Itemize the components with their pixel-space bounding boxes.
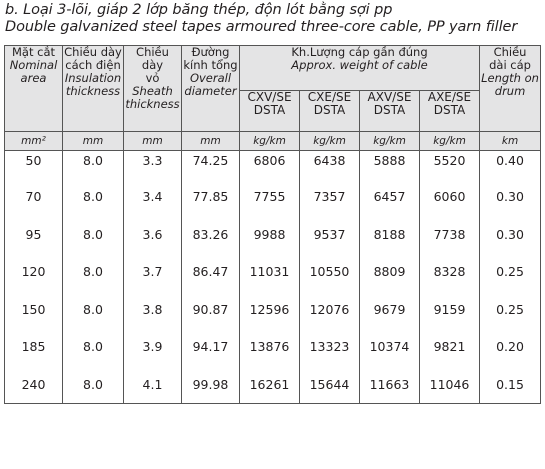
header-area-vi: Mặt cắt — [11, 45, 55, 59]
table-cell: 16261 — [240, 366, 300, 404]
table-cell: 8809 — [360, 253, 420, 291]
header-cxe-dsta — [300, 91, 360, 132]
header-diameter — [182, 46, 240, 132]
header-axv-line2: DSTA — [373, 103, 406, 117]
header-sheath-vi-1: Chiều dày — [136, 45, 169, 72]
table-cell: 185 — [5, 328, 63, 366]
unit-cell: kg/km — [300, 132, 360, 151]
header-cxe-line1: CXE/SE — [307, 90, 352, 104]
table-cell: 6438 — [300, 151, 360, 179]
table-cell: 120 — [5, 253, 63, 291]
header-length-vi-1: Chiều — [493, 45, 527, 59]
table-cell: 3.7 — [124, 253, 182, 291]
table-cell: 9679 — [360, 291, 420, 329]
table-row — [5, 366, 541, 404]
table-cell: 83.26 — [182, 216, 240, 254]
header-sheath-en-2: thickness — [125, 97, 180, 111]
header-sheath-vi-2: vỏ — [145, 71, 160, 85]
header-area-en-1: Nominal — [9, 58, 58, 72]
header-weight-vi: Kh.Lượng cáp gần đúng — [291, 45, 428, 59]
table-cell: 0.30 — [480, 216, 541, 254]
header-sheath — [124, 46, 182, 132]
table-cell: 7755 — [240, 178, 300, 216]
header-length — [480, 46, 541, 132]
table-cell: 0.40 — [480, 151, 541, 179]
header-diameter-vi-1: Đường — [191, 45, 230, 59]
table-cell: 86.47 — [182, 253, 240, 291]
table-cell: 3.4 — [124, 178, 182, 216]
table-cell: 5888 — [360, 151, 420, 179]
table-cell: 8.0 — [63, 366, 124, 404]
unit-cell: kg/km — [240, 132, 300, 151]
table-cell: 240 — [5, 366, 63, 404]
unit-cell: mm — [124, 132, 182, 151]
header-cxv-dsta — [240, 91, 300, 132]
header-insulation-vi-2: cách điện — [65, 58, 121, 72]
table-cell: 7738 — [420, 216, 480, 254]
header-length-en-1: Length on — [481, 71, 539, 85]
table-cell: 0.20 — [480, 328, 541, 366]
table-cell: 8.0 — [63, 178, 124, 216]
header-diameter-vi-2: kính tổng — [183, 58, 238, 72]
table-cell: 13323 — [300, 328, 360, 366]
table-cell: 12596 — [240, 291, 300, 329]
unit-cell: kg/km — [420, 132, 480, 151]
units-row — [5, 132, 541, 151]
table-cell: 0.25 — [480, 291, 541, 329]
table-cell: 13876 — [240, 328, 300, 366]
table-cell: 8.0 — [63, 328, 124, 366]
header-length-vi-2: dài cáp — [489, 58, 531, 72]
table-cell: 74.25 — [182, 151, 240, 179]
table-cell: 8.0 — [63, 216, 124, 254]
table-cell: 3.9 — [124, 328, 182, 366]
unit-cell: mm — [182, 132, 240, 151]
header-cxe-line2: DSTA — [313, 103, 346, 117]
table-cell: 8328 — [420, 253, 480, 291]
table-cell: 3.8 — [124, 291, 182, 329]
header-axv-dsta — [360, 91, 420, 132]
table-cell: 77.85 — [182, 178, 240, 216]
header-axv-line1: AXV/SE — [367, 90, 412, 104]
table-cell: 11663 — [360, 366, 420, 404]
table-cell: 8.0 — [63, 291, 124, 329]
table-cell: 3.3 — [124, 151, 182, 179]
table-cell: 10374 — [360, 328, 420, 366]
table-row — [5, 216, 541, 254]
header-insulation-en-2: thickness — [65, 84, 121, 98]
header-insulation-en-1: Insulation — [64, 71, 122, 85]
table-cell: 6060 — [420, 178, 480, 216]
table-cell: 0.25 — [480, 253, 541, 291]
header-cxv-line2: DSTA — [253, 103, 286, 117]
header-diameter-en-1: Overall — [189, 71, 232, 85]
table-cell: 8.0 — [63, 151, 124, 179]
table-cell: 3.6 — [124, 216, 182, 254]
table-row — [5, 328, 541, 366]
table-row — [5, 178, 541, 216]
table-cell: 9988 — [240, 216, 300, 254]
header-diameter-en-2: diameter — [184, 84, 237, 98]
table-cell: 50 — [5, 151, 63, 179]
header-weight — [240, 46, 480, 91]
header-insulation — [63, 46, 124, 132]
header-axe-line2: DSTA — [433, 103, 466, 117]
table-cell: 11046 — [420, 366, 480, 404]
table-cell: 10550 — [300, 253, 360, 291]
header-sheath-en-1: Sheath — [132, 84, 173, 98]
title-block — [5, 2, 517, 36]
header-length-en-2: drum — [494, 84, 526, 98]
table-cell: 150 — [5, 291, 63, 329]
table-cell: 7357 — [300, 178, 360, 216]
table-cell: 5520 — [420, 151, 480, 179]
unit-cell: mm — [63, 132, 124, 151]
header-insulation-vi-1: Chiều dày — [64, 45, 122, 59]
unit-cell: km — [480, 132, 541, 151]
table-cell: 15644 — [300, 366, 360, 404]
table-cell: 6806 — [240, 151, 300, 179]
table-cell: 70 — [5, 178, 63, 216]
table-cell: 11031 — [240, 253, 300, 291]
table-cell: 9821 — [420, 328, 480, 366]
table-cell: 4.1 — [124, 366, 182, 404]
table-cell: 94.17 — [182, 328, 240, 366]
title-vietnamese: b. Loại 3-lõi, giáp 2 lớp băng thép, độn lót bằng sợi pp — [5, 2, 393, 18]
table-cell: 8.0 — [63, 253, 124, 291]
header-axe-line1: AXE/SE — [427, 90, 472, 104]
cable-spec-table — [4, 45, 541, 404]
title-english: Double galvanized steel tapes armoured three-core cable, PP yarn filler — [5, 19, 518, 35]
table-cell: 0.15 — [480, 366, 541, 404]
table-cell: 95 — [5, 216, 63, 254]
table-cell: 12076 — [300, 291, 360, 329]
header-area — [5, 46, 63, 132]
table-cell: 0.30 — [480, 178, 541, 216]
table-row — [5, 151, 541, 179]
table-row — [5, 253, 541, 291]
table-cell: 9159 — [420, 291, 480, 329]
header-weight-en: Approx. weight of cable — [291, 58, 428, 72]
table-cell: 8188 — [360, 216, 420, 254]
table-cell: 9537 — [300, 216, 360, 254]
table-cell: 90.87 — [182, 291, 240, 329]
header-cxv-line1: CXV/SE — [247, 90, 292, 104]
unit-cell: kg/km — [360, 132, 420, 151]
table-cell: 99.98 — [182, 366, 240, 404]
header-area-en-2: area — [20, 71, 47, 85]
unit-cell: mm² — [5, 132, 63, 151]
table-body — [5, 151, 541, 404]
table-cell: 6457 — [360, 178, 420, 216]
table-row — [5, 291, 541, 329]
header-axe-dsta — [420, 91, 480, 132]
